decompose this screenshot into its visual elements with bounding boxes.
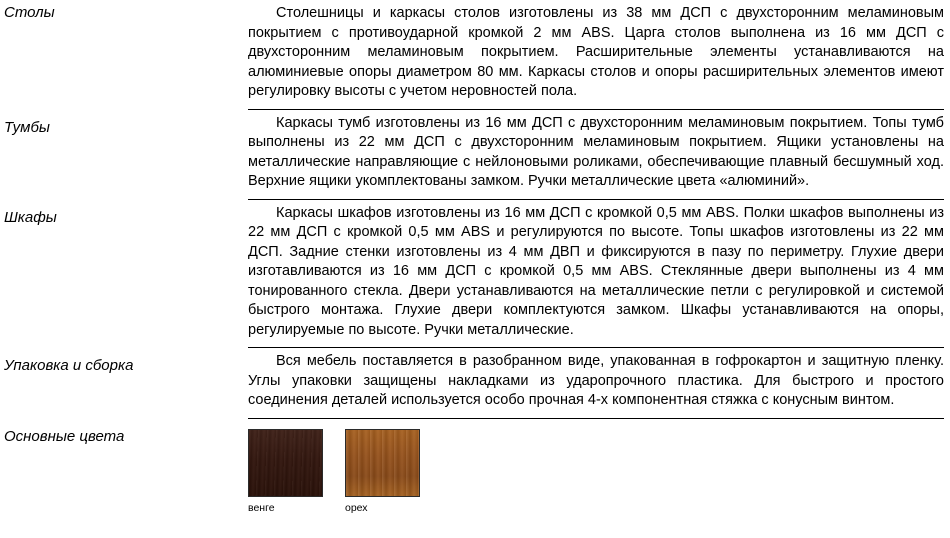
color-swatch-caption: орех bbox=[345, 501, 368, 514]
color-swatch-wenge bbox=[248, 429, 323, 497]
section-body-cell bbox=[248, 419, 950, 515]
section-paragraph: Каркасы шкафов изготовлены из 16 мм ДСП с кромкой 0,5 мм ABS. Полки шкафов выполнены из 22 мм ДСП с кромкой 0,5 мм ABS и регулируются по высоте. Топы шкафов изготовлены из 22 мм ДСП. Задние стенки изготовлены из 4 мм ДВП и фиксируются в пазу по периметру. Глухие двери изготавливаются из 16 мм ДСП с кромкой 0,5 мм ABS. Стеклянные двери выполнены из 4 мм тонированного стекла. Двери устанавливаются на металлические петли с регулировкой и системой быстрого монтажа. Глухие двери комплектуются замком. Шкафы устанавливаются на опоры, регулируемые по высоте. Ручки металлические. bbox=[248, 204, 944, 338]
section-label: Тумбы bbox=[4, 118, 50, 136]
section-label: Столы bbox=[4, 4, 55, 21]
section-label-cell bbox=[0, 200, 248, 227]
section-shkafy bbox=[0, 200, 950, 349]
section-upakovka bbox=[0, 348, 950, 419]
section-body-cell bbox=[248, 348, 950, 419]
section-body-cell bbox=[248, 200, 950, 349]
section-paragraph: Вся мебель поставляется в разобранном виде, упакованная в гофрокартон и защитную пленку. Углы упаковки защищены накладками из ударопрочного пластика. Для быстрого и простого соединения деталей используется особо прочная 4-х компонентная стяжка с конусным винтом. bbox=[248, 353, 944, 408]
section-colors bbox=[0, 419, 950, 515]
section-body-cell bbox=[248, 110, 950, 200]
section-tumby bbox=[0, 110, 950, 200]
section-paragraph: Столешницы и каркасы столов изготовлены из 38 мм ДСП с двухсторонним меламиновым покрытием с противоударной кромкой 2 мм ABS. Царга столов выполнена из 16 мм ДСП с двухсторонним меламиновым покрытием. Расширительные элементы устанавливаются на алюминиевые опоры диаметром 80 мм. Каркасы столов и опоры расширительных элементов имеют регулировку высоты с учетом неровностей пола. bbox=[248, 5, 944, 99]
section-label: Упаковка и сборка bbox=[4, 357, 134, 374]
section-label: Основные цвета bbox=[4, 427, 125, 445]
section-label: Шкафы bbox=[4, 208, 57, 226]
section-stoly bbox=[0, 0, 950, 110]
section-body-cell bbox=[248, 0, 950, 110]
section-label-cell bbox=[0, 0, 248, 22]
color-swatch-caption: венге bbox=[248, 501, 275, 514]
section-paragraph: Каркасы тумб изготовлены из 16 мм ДСП с двухсторонним меламиновым покрытием. Топы тумб выполнены из 22 мм ДСП с двухсторонним меламиновым покрытием. Ящики установлены на металлические направляющие с нейлоновыми роликами, обеспечивающие плавный бесшумный ход. Верхние ящики укомплектованы замком. Ручки металлические цвета «алюминий». bbox=[248, 114, 944, 189]
color-swatch-item bbox=[248, 429, 323, 515]
color-swatch-list bbox=[248, 419, 944, 515]
section-label-cell bbox=[0, 348, 248, 375]
section-label-cell bbox=[0, 419, 248, 446]
color-swatch-oreh bbox=[345, 429, 420, 497]
color-swatch-item bbox=[345, 429, 420, 515]
section-label-cell bbox=[0, 110, 248, 137]
